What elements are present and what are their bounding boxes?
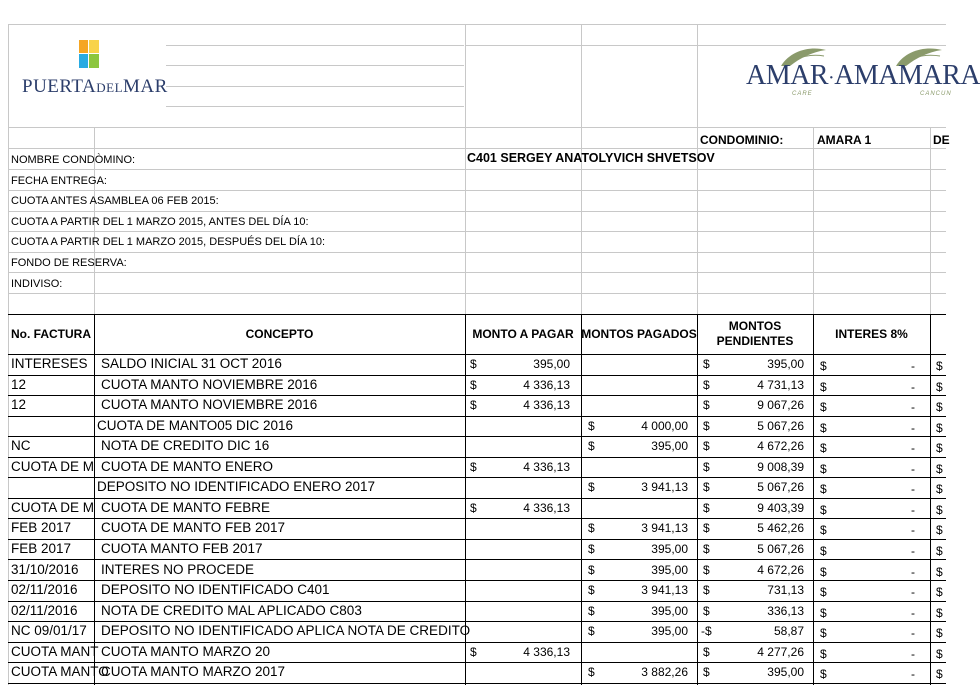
pendiente-currency: $ — [703, 665, 710, 680]
pagado-cell: 3 941,13 — [641, 583, 688, 598]
pagado-currency: $ — [588, 521, 595, 536]
interes-currency: $ — [820, 626, 827, 641]
concepto-cell: CUOTA DE MANTO FEBRE — [101, 499, 271, 515]
table-row[interactable] — [0, 416, 946, 437]
concepto-cell: INTERES NO PROCEDE — [101, 561, 255, 577]
pendiente-currency: $ — [703, 398, 710, 413]
pagado-currency: $ — [588, 665, 595, 680]
amara-logo-word-1: AMAR — [746, 60, 829, 91]
factura-cell: 02/11/2016 — [11, 582, 78, 598]
pendiente-cell: 9 067,26 — [757, 398, 804, 413]
pendiente-cell: 9 403,39 — [757, 500, 804, 515]
factura-cell: CUOTA DE M — [11, 499, 95, 515]
concepto-cell: CUOTA MANTO NOVIEMBRE 2016 — [101, 376, 318, 392]
fondo-reserva-label: FONDO DE RESERVA: — [11, 257, 127, 269]
logo-word-del: DEL — [96, 80, 124, 95]
interes-cell: - — [911, 626, 915, 641]
interes-currency: $ — [820, 667, 827, 682]
column-header-pendientes-line-1: MONTOS — [728, 319, 782, 333]
next-column-currency: $ — [936, 420, 943, 435]
table-row[interactable] — [0, 518, 946, 539]
owner-value: C401 SERGEY ANATOLYVICH SHVETSOV — [467, 151, 715, 165]
condominio-label: CONDOMINIO: — [700, 133, 784, 147]
factura-cell: 12 — [11, 397, 27, 413]
monto-cell: 4 336,13 — [523, 377, 570, 392]
pagado-cell: 395,00 — [651, 439, 688, 454]
pendiente-cell: 5 067,26 — [757, 418, 804, 433]
monto-currency: $ — [470, 500, 477, 515]
column-header-pagados: MONTOS PAGADOS — [581, 327, 697, 341]
table-row[interactable] — [0, 539, 946, 560]
amara-logo-sub-2: CANCUN — [920, 91, 952, 97]
interes-currency: $ — [820, 605, 827, 620]
pendiente-cell: 4 731,13 — [757, 377, 804, 392]
interes-currency: $ — [820, 543, 827, 558]
pendiente-cell: 5 067,26 — [757, 480, 804, 495]
amara-logo-sub-1: CARE — [792, 91, 813, 97]
column-header-pendientes-line-2: PENDIENTES — [716, 334, 794, 348]
factura-cell: FEB 2017 — [11, 540, 72, 556]
next-column-currency: $ — [936, 646, 943, 661]
table-row[interactable] — [0, 642, 946, 663]
factura-cell: 31/10/2016 — [11, 561, 79, 577]
pendiente-cell: 395,00 — [767, 665, 804, 680]
factura-cell: CUOTA MANTO — [11, 664, 109, 680]
column-header-monto: MONTO A PAGAR — [472, 327, 574, 341]
next-column-currency: $ — [936, 502, 943, 517]
next-column-currency: $ — [936, 359, 943, 373]
pagado-cell: 4 000,00 — [641, 418, 688, 433]
concepto-cell: CUOTA MANTO MARZO 20 — [101, 643, 271, 659]
pendiente-cell: 336,13 — [767, 603, 804, 618]
factura-cell: INTERESES — [11, 356, 88, 371]
monto-cell: 4 336,13 — [523, 500, 570, 515]
next-column-currency: $ — [936, 667, 943, 682]
monto-cell: 4 336,13 — [523, 644, 570, 659]
pendiente-currency: $ — [703, 541, 710, 556]
table-row[interactable] — [0, 560, 946, 581]
interes-currency: $ — [820, 359, 827, 373]
monto-currency: $ — [470, 357, 477, 371]
concepto-cell: DEPOSITO NO IDENTIFICADO APLICA NOTA DE CREDITO — [101, 623, 471, 639]
next-column-currency: $ — [936, 523, 943, 538]
pendiente-currency: $ — [703, 603, 710, 618]
amara-logo-word-2: AMAMARA — [834, 60, 980, 91]
column-header-interes: INTERES 8% — [835, 327, 908, 341]
factura-cell — [11, 477, 93, 498]
concepto-cell: DEPOSITO NO IDENTIFICADO C401 — [101, 582, 330, 598]
pendiente-cell: 4 672,26 — [757, 439, 804, 454]
interes-currency: $ — [820, 646, 827, 661]
next-column-currency: $ — [936, 441, 943, 456]
factura-cell: 12 — [11, 376, 27, 392]
monto-currency: $ — [470, 459, 477, 474]
concepto-cell: CUOTA MANTO MARZO 2017 — [101, 664, 286, 680]
pagado-cell: 395,00 — [651, 603, 688, 618]
factura-cell: NC — [11, 438, 31, 454]
pagado-currency: $ — [588, 480, 595, 495]
monto-currency: $ — [470, 377, 477, 392]
pendiente-currency: -$ — [701, 624, 712, 639]
interes-currency: $ — [820, 482, 827, 497]
logo-word-mar: MAR — [123, 76, 168, 97]
interes-cell: - — [911, 359, 915, 373]
indiviso-label: INDIVISO: — [11, 278, 63, 290]
cuota-antes-asamblea-label: CUOTA ANTES ASAMBLEA 06 FEB 2015: — [11, 195, 219, 207]
interes-cell: - — [911, 564, 915, 579]
pagado-cell: 395,00 — [651, 562, 688, 577]
factura-cell: CUOTA MANT — [11, 643, 99, 659]
pagado-currency: $ — [588, 541, 595, 556]
pendiente-currency: $ — [703, 459, 710, 474]
table-row[interactable] — [0, 621, 946, 642]
pagado-currency: $ — [588, 562, 595, 577]
interes-currency: $ — [820, 461, 827, 476]
concepto-cell: NOTA DE CREDITO MAL APLICADO C803 — [101, 602, 362, 618]
interes-currency: $ — [820, 379, 827, 394]
pendiente-cell: 9 008,39 — [757, 459, 804, 474]
interes-cell: - — [911, 482, 915, 497]
pendiente-cell: 4 672,26 — [757, 562, 804, 577]
pendiente-currency: $ — [703, 357, 710, 371]
pagado-currency: $ — [588, 439, 595, 454]
owner-label: NOMBRE CONDÒMINO: — [11, 154, 136, 166]
monto-cell: 4 336,13 — [523, 398, 570, 413]
interes-currency: $ — [820, 523, 827, 538]
pendiente-cell: 395,00 — [767, 357, 804, 371]
interes-cell: - — [911, 461, 915, 476]
interes-cell: - — [911, 523, 915, 538]
extra-column-label: DE — [933, 133, 950, 147]
column-header-concepto: CONCEPTO — [245, 327, 314, 341]
factura-cell: FEB 2017 — [11, 520, 72, 536]
cuota-despues-dia-label: CUOTA A PARTIR DEL 1 MARZO 2015, DESPUÉS DEL DÍA 10: — [11, 236, 326, 248]
factura-cell: 02/11/2016 — [11, 602, 78, 618]
monto-currency: $ — [470, 398, 477, 413]
pendiente-currency: $ — [703, 500, 710, 515]
pagado-currency: $ — [588, 583, 595, 598]
pendiente-cell: 58,87 — [773, 624, 804, 639]
interes-currency: $ — [820, 585, 827, 600]
interes-cell: - — [911, 543, 915, 558]
pagado-currency: $ — [588, 624, 595, 639]
cuota-antes-dia-label: CUOTA A PARTIR DEL 1 MARZO 2015, ANTES DEL DÍA 10: — [11, 216, 309, 228]
interes-cell: - — [911, 667, 915, 682]
pendiente-currency: $ — [703, 377, 710, 392]
concepto-cell: SALDO INICIAL 31 OCT 2016 — [101, 356, 282, 371]
pagado-currency: $ — [588, 603, 595, 618]
interes-cell: - — [911, 646, 915, 661]
next-column-currency: $ — [936, 461, 943, 476]
factura-cell: NC 09/01/17 — [11, 623, 87, 639]
factura-cell: CUOTA DE M — [11, 458, 95, 474]
table-row[interactable] — [0, 395, 946, 416]
pagado-cell: 395,00 — [651, 624, 688, 639]
pagado-currency: $ — [588, 418, 595, 433]
next-column-currency: $ — [936, 626, 943, 641]
interes-currency: $ — [820, 564, 827, 579]
interes-currency: $ — [820, 400, 827, 415]
puerta-del-mar-emblem-icon — [78, 39, 100, 69]
concepto-cell: CUOTA DE MANTO FEB 2017 — [101, 520, 286, 536]
next-column-currency: $ — [936, 585, 943, 600]
interes-currency: $ — [820, 420, 827, 435]
pendiente-currency: $ — [703, 521, 710, 536]
pendiente-cell: 4 277,26 — [757, 644, 804, 659]
interes-cell: - — [911, 441, 915, 456]
table-row[interactable] — [0, 662, 946, 683]
next-column-currency: $ — [936, 605, 943, 620]
interes-cell: - — [911, 585, 915, 600]
pendiente-currency: $ — [703, 562, 710, 577]
interes-currency: $ — [820, 502, 827, 517]
interes-cell: - — [911, 605, 915, 620]
pendiente-currency: $ — [703, 439, 710, 454]
interes-currency: $ — [820, 441, 827, 456]
concepto-cell: CUOTA MANTO FEB 2017 — [101, 540, 263, 556]
table-row[interactable] — [0, 354, 946, 375]
puerta-del-mar-logo — [20, 36, 168, 100]
pendiente-cell: 5 462,26 — [757, 521, 804, 536]
concepto-cell: NOTA DE CREDITO DIC 16 — [101, 438, 270, 454]
table-row[interactable] — [0, 498, 946, 519]
amara-logo: AMAR·AMAMARA CARE CANCUN — [746, 44, 946, 104]
interes-cell: - — [911, 400, 915, 415]
pendiente-cell: 731,13 — [767, 583, 804, 598]
monto-currency: $ — [470, 644, 477, 659]
next-column-currency: $ — [936, 400, 943, 415]
next-column-currency: $ — [936, 543, 943, 558]
next-column-currency: $ — [936, 564, 943, 579]
table-row[interactable] — [0, 436, 946, 457]
pagado-cell: 3 941,13 — [641, 480, 688, 495]
factura-cell — [11, 416, 93, 437]
table-row[interactable] — [0, 580, 946, 601]
interes-cell: - — [911, 502, 915, 517]
condominio-value: AMARA 1 — [817, 133, 872, 147]
pagado-cell: 3 882,26 — [641, 665, 688, 680]
pendiente-cell: 5 067,26 — [757, 541, 804, 556]
table-row[interactable] — [0, 457, 946, 478]
monto-cell: 395,00 — [533, 357, 570, 371]
table-row[interactable] — [0, 375, 946, 396]
fecha-entrega-label: FECHA ENTREGA: — [11, 175, 107, 187]
next-column-currency: $ — [936, 482, 943, 497]
table-row[interactable] — [0, 601, 946, 622]
concepto-cell: CUOTA MANTO NOVIEMBRE 2016 — [101, 397, 318, 413]
monto-cell: 4 336,13 — [523, 459, 570, 474]
column-header-factura: No. FACTURA — [11, 327, 91, 341]
concepto-cell: DEPOSITO NO IDENTIFICADO ENERO 2017 — [97, 479, 376, 495]
logo-word-puerta: PUERTA — [22, 76, 97, 97]
pendiente-currency: $ — [703, 480, 710, 495]
interes-cell: - — [911, 420, 915, 435]
pendiente-currency: $ — [703, 644, 710, 659]
table-row[interactable] — [0, 477, 946, 498]
pagado-cell: 395,00 — [651, 541, 688, 556]
next-column-currency: $ — [936, 379, 943, 394]
pendiente-currency: $ — [703, 583, 710, 598]
pendiente-currency: $ — [703, 418, 710, 433]
interes-cell: - — [911, 379, 915, 394]
concepto-cell: CUOTA DE MANTO ENERO — [101, 458, 274, 474]
concepto-cell: CUOTA DE MANTO05 DIC 2016 — [97, 417, 294, 433]
pagado-cell: 3 941,13 — [641, 521, 688, 536]
